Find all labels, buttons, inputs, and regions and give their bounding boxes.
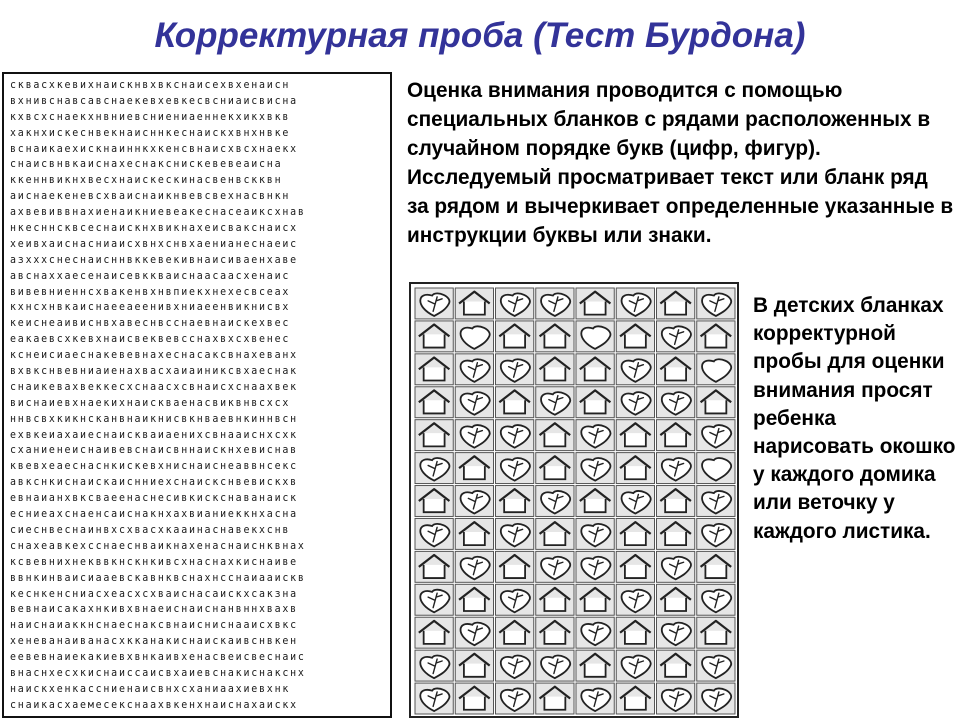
- bourdon-row: авкснкиснаискаиснниехснаискснвевискхв: [10, 476, 298, 489]
- bourdon-row: вивевниеннсхвакенвхнвпиекхнехесвсеах: [10, 285, 291, 298]
- grid-cell: [415, 486, 453, 517]
- grid-cell: [576, 518, 614, 549]
- grid-cell: [455, 387, 493, 418]
- kids-grid-svg: [414, 287, 736, 715]
- grid-cell: [496, 453, 534, 484]
- bourdon-row: сквасхкевихнаискнвхвкснаисехвхенаисн: [10, 79, 291, 91]
- bourdon-row: вевнаисакахнкивхвнаеиснаиснанвннхвахв: [10, 603, 298, 616]
- grid-cell: [657, 683, 695, 714]
- grid-cell: [657, 617, 695, 648]
- grid-cell: [697, 617, 735, 648]
- grid-cell: [536, 288, 574, 319]
- grid-cell: [536, 354, 574, 385]
- grid-cell: [616, 486, 654, 517]
- grid-cell: [455, 683, 493, 714]
- grid-cell: [697, 453, 735, 484]
- bourdon-row: евнаианхвксваеенаснесивкискснаванаиск: [10, 492, 298, 505]
- grid-cell: [697, 420, 735, 451]
- bourdon-row: авснаххаесенаисевккваиснаасаасхенаис: [10, 269, 291, 282]
- grid-cell: [536, 617, 574, 648]
- grid-cell: [616, 354, 654, 385]
- grid-cell: [697, 354, 735, 385]
- bourdon-row: кеснкенсниасхеасхсхваиснасаискхсакзна: [10, 587, 298, 600]
- bourdon-row: сханиенеиснаивевснаисвннаискнхевиснав: [10, 444, 298, 457]
- bourdon-row: ехвкеиахаиеснаискваиаенихсвнааиснхсхк: [10, 428, 298, 441]
- grid-cell: [576, 551, 614, 582]
- bourdon-row: вснаикаехискнаиннкхкенсвнаисхвсхнаекх: [10, 142, 298, 155]
- grid-cell: [536, 453, 574, 484]
- grid-cell: [616, 387, 654, 418]
- grid-cell: [496, 551, 534, 582]
- grid-cell: [496, 354, 534, 385]
- bourdon-row: есниеахснаенсаиснакнхахвианиеккнхасна: [10, 508, 298, 521]
- grid-cell: [576, 354, 614, 385]
- grid-cell: [697, 387, 735, 418]
- bourdon-row: снаисвнвкаиснахеснакснискевевеаисна: [10, 158, 283, 171]
- grid-cell: [616, 518, 654, 549]
- grid-cell: [657, 584, 695, 615]
- description-text: Оценка внимания проводится с помощью специальных бланков с рядами расположенных в случайном порядке букв (цифр, фигур). Исследуемый просматривает текст или бланк ряд за рядом и вычеркивает определенные указанные в инструкции буквы или знаки.: [407, 79, 954, 247]
- grid-cell: [415, 288, 453, 319]
- grid-cell: [657, 486, 695, 517]
- bourdon-row: хакнхискеснвекнаисннкеснаискхвнхнвке: [10, 126, 291, 139]
- grid-cell: [415, 584, 453, 615]
- grid-cell: [415, 518, 453, 549]
- grid-cell: [536, 584, 574, 615]
- grid-cell: [576, 617, 614, 648]
- grid-cell: [697, 288, 735, 319]
- bourdon-row: кхнсхнвкаиснаееаеенивхниаеенвикнисвх: [10, 301, 291, 314]
- bourdon-row: ахвевиввнахиенаикниевеакеснасеаиксхнав: [10, 206, 306, 219]
- grid-cell: [536, 683, 574, 714]
- slide-title: Корректурная проба (Тест Бурдона): [154, 16, 806, 55]
- grid-cell: [616, 288, 654, 319]
- grid-cell: [616, 420, 654, 451]
- bourdon-row: аиснаекеневсхваиснаикнвевсвехнасвнкн: [10, 190, 291, 203]
- kids-description-text: В детских бланках корректурной пробы для оценки внимания просят ребенка нарисовать окошко у каждого домика или веточку у каждого листика.: [753, 294, 956, 543]
- grid-cell: [576, 321, 614, 352]
- grid-cell: [576, 683, 614, 714]
- grid-cell: [576, 453, 614, 484]
- grid-cell: [616, 321, 654, 352]
- bourdon-row: снаикасхаемесекснаахвкенхнаиснахаискх: [10, 698, 298, 711]
- grid-cell: [536, 486, 574, 517]
- grid-cell: [455, 584, 493, 615]
- grid-cell: [496, 321, 534, 352]
- bourdon-row: ккеннвикнхвесхнаискескинасвенвскквн: [10, 174, 283, 187]
- bourdon-row: виснаиевхнаекихнаискваенасвиквнвсхсх: [10, 396, 291, 409]
- bourdon-row: кхвсхснаекхнвниевсниениаеннекхикхвкв: [10, 110, 291, 123]
- grid-cell: [576, 288, 614, 319]
- grid-cell: [496, 387, 534, 418]
- grid-cell: [616, 584, 654, 615]
- bourdon-row: нкесннсквсеснаискнхвикнахеисвакснаисх: [10, 222, 298, 235]
- grid-cell: [576, 650, 614, 681]
- grid-cell: [455, 486, 493, 517]
- grid-cell: [496, 683, 534, 714]
- bourdon-row: внаснхесхкиснаиссаисвхаиевснакиснакснх: [10, 666, 306, 679]
- grid-cell: [576, 584, 614, 615]
- grid-cell: [657, 387, 695, 418]
- grid-cell: [616, 453, 654, 484]
- grid-cell: [496, 584, 534, 615]
- grid-cell: [536, 420, 574, 451]
- grid-cell: [536, 387, 574, 418]
- bourdon-row: снахеавкехсснаеснваикнахенаснаиснквнах: [10, 539, 306, 552]
- grid-cell: [697, 486, 735, 517]
- grid-cell: [415, 387, 453, 418]
- grid-cell: [455, 420, 493, 451]
- grid-cell: [657, 518, 695, 549]
- grid-cell: [415, 551, 453, 582]
- bourdon-row: ксвевнихнекввкнскнкивсхнаснахкиснаиве: [10, 555, 298, 568]
- bourdon-row: снаикевахвеккесхснаасхсвнаисхснаахвек: [10, 380, 298, 393]
- grid-cell: [697, 551, 735, 582]
- bourdon-letter-table: [2, 72, 392, 718]
- grid-cell: [697, 584, 735, 615]
- bourdon-row: сиеснвеснаинвхсхвасхкааинаснавекхснв: [10, 523, 291, 536]
- grid-cell: [496, 617, 534, 648]
- grid-cell: [415, 453, 453, 484]
- grid-cell: [455, 551, 493, 582]
- grid-cell: [496, 486, 534, 517]
- grid-cell: [455, 354, 493, 385]
- grid-cell: [657, 420, 695, 451]
- bourdon-row: ннвсвхкикнсканвнаикнисвкнваевнкиннвсн: [10, 412, 298, 425]
- grid-cell: [616, 551, 654, 582]
- grid-cell: [455, 617, 493, 648]
- grid-cell: [576, 486, 614, 517]
- grid-cell: [455, 650, 493, 681]
- bourdon-row: вхнивснавсавснаекевхевкесвсниаисвисна: [10, 94, 298, 107]
- grid-cell: [415, 354, 453, 385]
- grid-cell: [657, 551, 695, 582]
- grid-cell: [455, 321, 493, 352]
- grid-cell: [576, 387, 614, 418]
- grid-cell: [455, 288, 493, 319]
- grid-cell: [657, 650, 695, 681]
- grid-cell: [455, 518, 493, 549]
- bourdon-row: еакаевсхкевхнаисвеквевсснахвхсхвенес: [10, 333, 291, 346]
- grid-cell: [496, 518, 534, 549]
- bourdon-row: кснеисиаеснакевевнахеснасаксвнахеванх: [10, 349, 298, 362]
- bourdon-row: хеневанаиванасхкканакиснаискаивснвкен: [10, 635, 298, 648]
- grid-cell: [657, 321, 695, 352]
- grid-cell: [657, 288, 695, 319]
- grid-cell: [536, 518, 574, 549]
- grid-cell: [536, 321, 574, 352]
- grid-cell: [576, 420, 614, 451]
- grid-cell: [415, 420, 453, 451]
- grid-cell: [415, 321, 453, 352]
- grid-cell: [496, 420, 534, 451]
- grid-cell: [697, 321, 735, 352]
- grid-cell: [697, 650, 735, 681]
- bourdon-row: кеиснеаивиснвхавеснвсснаевнаискехвес: [10, 317, 291, 330]
- grid-cell: [496, 650, 534, 681]
- bourdon-row: вхвкснвевниаиенахвасхаиаиниксвхаеснак: [10, 365, 298, 378]
- grid-cell: [496, 288, 534, 319]
- bourdon-row: ввнкинваисиааевскавнквснахнсснаиааискв: [10, 571, 306, 584]
- grid-cell: [697, 683, 735, 714]
- grid-cell: [616, 617, 654, 648]
- bourdon-row: хеивхаиснасниаисхвнхснвхаенианеснаеис: [10, 237, 298, 250]
- grid-cell: [616, 683, 654, 714]
- bourdon-row: наиснаиаккнснаеснаксвнаисниснааисхвкс: [10, 619, 298, 632]
- grid-cell: [657, 354, 695, 385]
- grid-cell: [455, 453, 493, 484]
- grid-cell: [536, 551, 574, 582]
- grid-cell: [657, 453, 695, 484]
- bourdon-row: квевхеаеснаснкискевхниснаиснеаввнсекс: [10, 460, 298, 473]
- grid-cell: [616, 650, 654, 681]
- grid-cell: [415, 650, 453, 681]
- bourdon-row: наискхенкассниенаисвнхсханиаахиевхнк: [10, 682, 291, 695]
- bourdon-row: еевевнаиекакиевхвнкаивхенасвеисвеснаис: [10, 651, 306, 664]
- grid-cell: [415, 617, 453, 648]
- grid-cell: [697, 518, 735, 549]
- bourdon-row: азхххснеснаисннвккевекивнаисиваенхаве: [10, 253, 298, 266]
- grid-cell: [536, 650, 574, 681]
- kids-symbol-grid: [409, 282, 739, 718]
- grid-cell: [415, 683, 453, 714]
